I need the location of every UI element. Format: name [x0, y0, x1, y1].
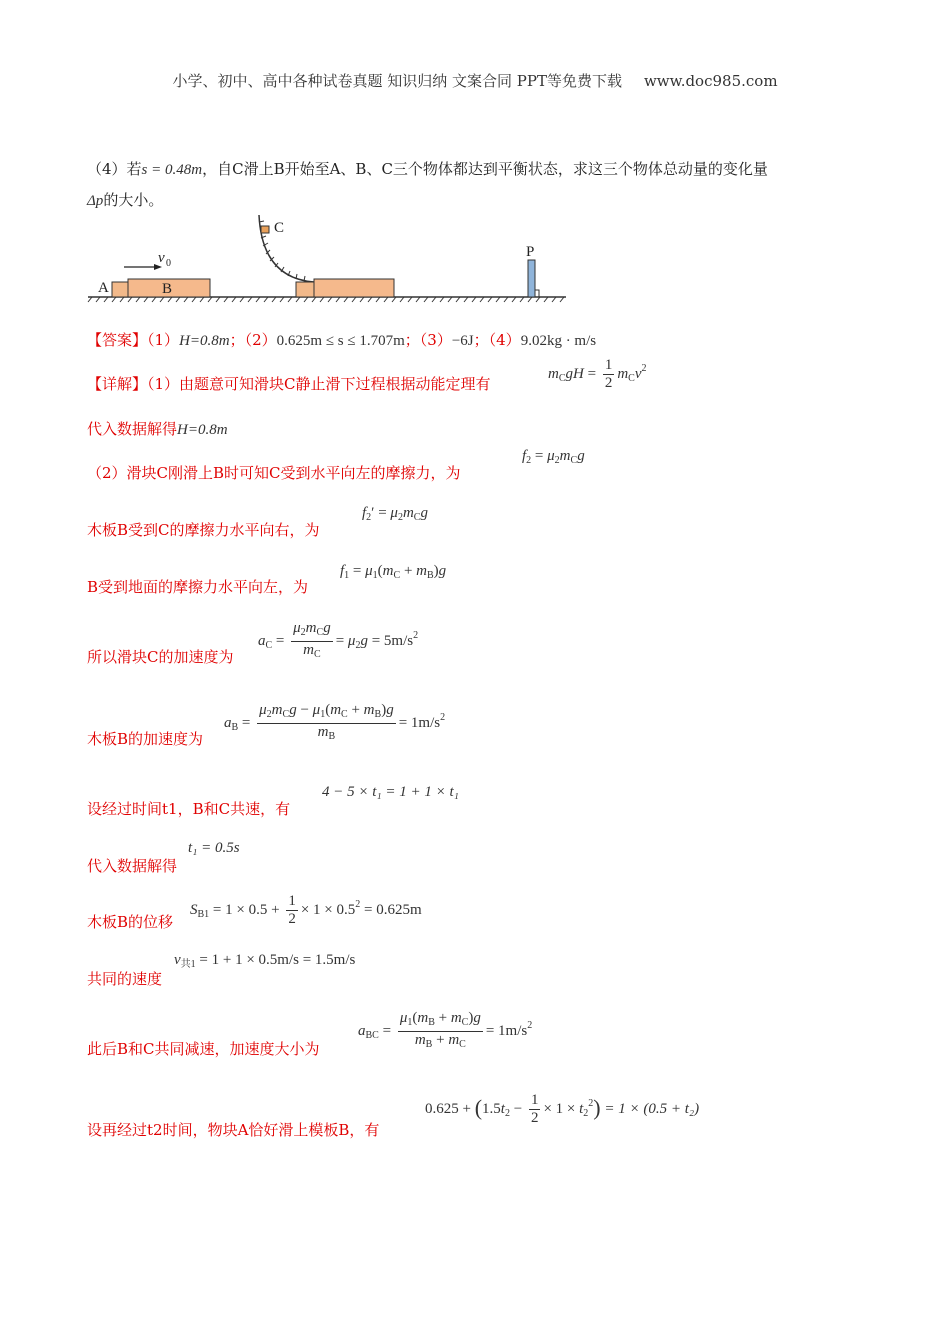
detail-line-12 [87, 1038, 320, 1059]
label-v-sub: 0 [166, 258, 171, 269]
eq-ac: $a_C$ = $\frac{\mu_2m_Cg}{m_C}$ = $\mu_2g = 5m/s^2$ [258, 620, 419, 660]
eq-abc: $a_{BC}$ = $\frac{\mu_1(m_B + m_C)g}{m_B + m_C}$ = $1m/s^2$ [358, 1010, 533, 1050]
answer-p4: 9.02kg · m/s [520, 333, 597, 349]
eq-t2-right: = 1 × (0.5 + t₂) [604, 1100, 700, 1117]
detail-line-9 [87, 855, 177, 876]
detail-line-8 [87, 798, 290, 819]
detail-line-1 [87, 373, 491, 394]
detail-text-2: 代入数据解得 [87, 420, 178, 438]
block-a [112, 282, 128, 297]
answer-tag: 【答案】 [87, 331, 148, 349]
detail-text-9: 代入数据解得 [87, 857, 178, 875]
detail-text-1: （1）由题意可知滑块C静止滑下过程根据动能定理有 [147, 375, 491, 393]
label-p: P [526, 244, 535, 260]
eq-sb1: $S_{B1} = 1 \times 0.5$ + $\frac{1}{2}$ × $1 \times 0.5^2 = 0.625m$ [190, 893, 422, 927]
block-a-right [296, 282, 314, 297]
post-p [528, 260, 535, 297]
detail-text-4: 木板B受到C的摩擦力水平向右，为 [87, 521, 320, 539]
detail-tag: 【详解】 [87, 375, 148, 393]
eq-f2: $f_2 = \mu_2m_Cg$ [522, 448, 585, 466]
header-url[interactable]: www.doc985.com [643, 72, 778, 90]
eq-energy: $m_CgH$ = $\frac{1}{2}$ $m_Cv^2$ [548, 357, 647, 391]
post-foot [535, 290, 539, 297]
detail-line-4 [87, 519, 320, 540]
eq-h: H=0.8m [177, 422, 228, 438]
answer-p3-label: ；（3） [404, 331, 452, 349]
answer-p1-label: （1） [147, 331, 180, 349]
delta-p: Δp [87, 193, 104, 209]
detail-text-3: （2）滑块C刚滑上B时可知C受到水平向左的摩擦力，为 [87, 464, 461, 482]
detail-line-2 [87, 418, 228, 439]
eq-v-common: $v_{共1} = 1 + 1 \times 0.5m/s = 1.5m/s$ [174, 952, 356, 970]
detail-text-5: B受到地面的摩擦力水平向左，为 [87, 578, 309, 596]
eq-v-common-result: = 1 + 1 × 0.5m/s = 1.5m/s [199, 952, 356, 968]
answer-p3: −6J [451, 333, 474, 349]
detail-text-12: 此后B和C共同减速，加速度大小为 [87, 1040, 320, 1058]
label-v: v [158, 250, 165, 266]
detail-text-10: 木板B的位移 [87, 913, 174, 931]
eq-sb1-result: = 0.625m [363, 901, 422, 918]
detail-line-5 [87, 576, 308, 597]
detail-text-11: 共同的速度 [87, 970, 163, 988]
eq-f1: $f_1 = \mu_1(m_C + m_B)g$ [340, 563, 447, 581]
detail-text-8: 设经过时间t1，B和C共速，有 [87, 800, 291, 818]
detail-line-10 [87, 911, 173, 932]
detail-line-7 [87, 728, 203, 749]
board-b-right [314, 279, 394, 297]
question-end: 的大小。 [103, 191, 164, 209]
curved-ramp [259, 215, 314, 282]
detail-text-6: 所以滑块C的加速度为 [87, 648, 234, 666]
detail-line-13 [87, 1119, 379, 1140]
detail-text-7: 木板B的加速度为 [87, 730, 204, 748]
answer-p4-label: ；（4） [473, 331, 521, 349]
detail-text-13: 设再经过t2时间，物块A恰好滑上模板B，有 [87, 1121, 380, 1139]
answer-p2-label: ；（2） [229, 331, 277, 349]
eq-t2-left: 0.625 + [425, 1100, 471, 1117]
answer-p1: H=0.8m [179, 333, 230, 349]
eq-f2-prime: $f_2' = \mu_2m_Cg$ [362, 505, 428, 523]
slider-c [261, 226, 269, 233]
detail-line-3 [87, 462, 461, 483]
eq-common-speed: 4 − 5 × t₁ = 1 + 1 × t₁ [322, 784, 459, 800]
eq-t1: t₁ = 0.5s [188, 840, 240, 856]
answer-p2: 0.625m ≤ s ≤ 1.707m [276, 333, 405, 349]
detail-line-11 [87, 968, 162, 989]
header-text: 小学、初中、高中各种试卷真题 知识归纳 文案合同 PPT等免费下载 [172, 72, 622, 90]
question-prefix: （4）若 [87, 160, 142, 178]
detail-line-6 [87, 646, 233, 667]
eq-ab: $a_B$ = $\frac{\mu_2m_Cg - \mu_1(m_C + m_B)g}{m_B}$ = $1m/s^2$ [224, 702, 446, 742]
physics-diagram [86, 212, 570, 304]
label-b: B [162, 281, 173, 297]
label-c: C [274, 220, 285, 236]
eq-ac-result: = 5m/s [371, 632, 414, 649]
s-value: s = 0.48m [141, 162, 203, 178]
eq-ab-result: = 1m/s [398, 714, 441, 731]
eq-t2: $0.625 + (1.5t_2$ − $\frac{1}{2}$ × $1 \times t_2^2) = 1 \times (0.5 + t_2)$ [425, 1092, 700, 1126]
label-a: A [98, 280, 109, 296]
answer-line [87, 329, 596, 350]
question-text: ，自C滑上B开始至A、B、C三个物体都达到平衡状态，求这三个物体总动量的变化量 [202, 160, 768, 178]
page-header [0, 70, 950, 91]
question-line-1 [87, 158, 768, 179]
question-line-2 [87, 189, 163, 210]
eq-abc-result: = 1m/s [485, 1022, 528, 1039]
